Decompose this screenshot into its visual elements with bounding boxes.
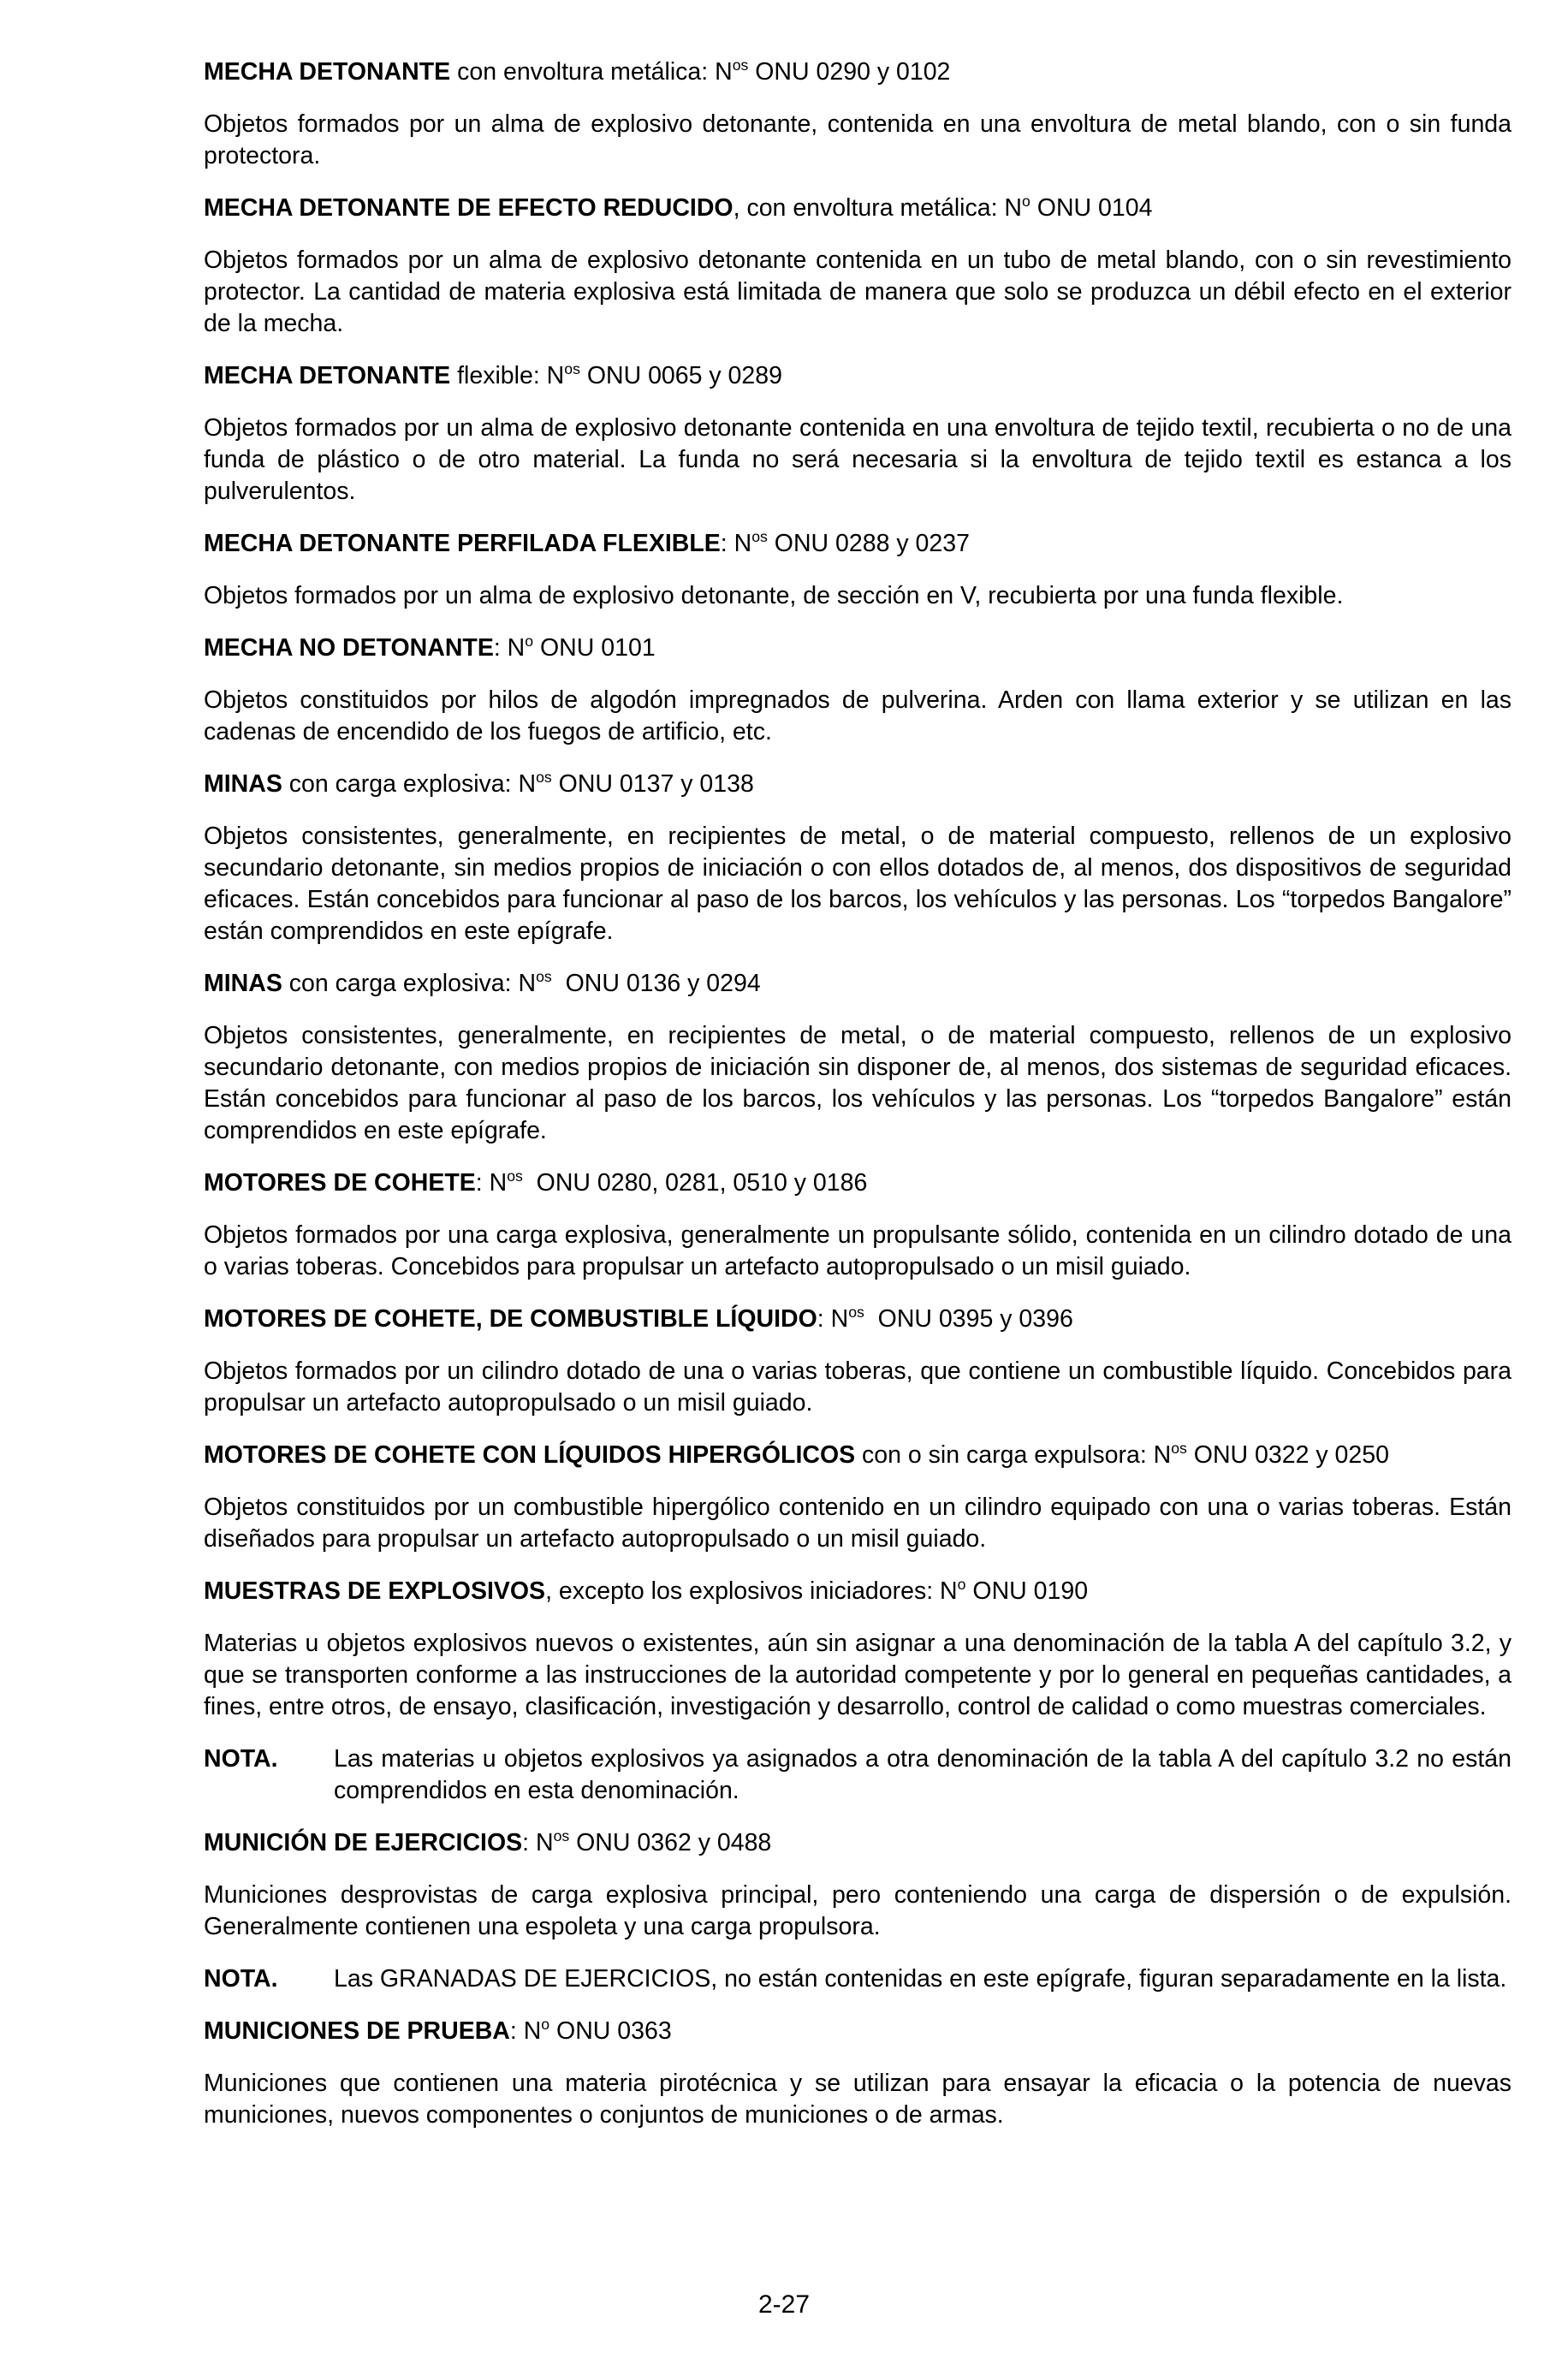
entry-heading (204, 1440, 1512, 1471)
entry-description: Objetos consistentes, generalmente, en recipientes de metal, o de material compuesto, rellenos de un explosivo secundario detonante, sin medios propios de iniciación o con ellos dotados de, al menos, dos dispositivos de seguridad eficaces. Están concebidos para funcionar al paso de los barcos, los vehículos y las personas. Los “torpedos Bangalore” están comprendidos en este epígrafe. (204, 823, 1512, 945)
entry (204, 1827, 1512, 1995)
entry-qualifier: : N (817, 1305, 849, 1333)
entry-term: MINAS (204, 770, 282, 798)
un-numbers: ONU 0290 y 0102 (748, 58, 951, 86)
entry (204, 1576, 1512, 1807)
number-sign-suffix: o (541, 2015, 550, 2033)
entry (204, 528, 1512, 612)
entries-list (204, 56, 1512, 2152)
entry-qualifier: , con envoltura metálica: N (733, 194, 1023, 222)
number-sign-suffix: os (536, 768, 552, 786)
entry-description: Municiones que contienen una materia pirotécnica y se utilizan para ensayar la eficacia o la potencia de nuevas municiones, nuevos componentes o conjuntos de municiones o de armas. (204, 2070, 1512, 2129)
entry (204, 1167, 1512, 1283)
entry-description: Objetos formados por un alma de explosivo detonante, de sección en V, recubierta por una funda flexible. (204, 582, 1344, 609)
entry (204, 968, 1512, 1147)
note-label: NOTA. (204, 1965, 278, 1993)
entry-heading (204, 1576, 1512, 1607)
entry-qualifier: con envoltura metálica: N (450, 58, 733, 86)
entry-description: Materias u objetos explosivos nuevos o existentes, aún sin asignar a una denominación de la tabla A del capítulo 3.2, y que se transporten conforme a las instrucciones de la autoridad competente y por lo general en pequeñas cantidades, a fines, entre otros, de ensayo, clasificación, investigación y desarrollo, control de calidad o como muestras comerciales. (204, 1630, 1512, 1720)
entry-heading (204, 193, 1512, 224)
un-numbers: ONU 0065 y 0289 (579, 362, 782, 389)
entry-qualifier: : N (475, 1169, 508, 1197)
entry (204, 1304, 1512, 1419)
note-label: NOTA. (204, 1745, 278, 1773)
number-sign-suffix: os (1171, 1439, 1187, 1457)
note (204, 1963, 1512, 1995)
entry-qualifier: flexible: N (450, 362, 565, 389)
note (204, 1743, 1512, 1807)
entry-qualifier: : N (720, 530, 752, 557)
number-sign-suffix: os (564, 359, 580, 377)
entry-qualifier: : N (493, 634, 526, 662)
entry-description: Objetos constituidos por hilos de algodón impregnados de pulverina. Arden con llama exterior y se utilizan en las cadenas de encendido de los fuegos de artificio, etc. (204, 686, 1512, 745)
entry (204, 1440, 1512, 1555)
entry-description: Objetos formados por un alma de explosivo detonante contenida en una envoltura de tejido textil, recubierta o no de una funda de plástico o de otro material. La funda no será necesaria si la envoltura de tejido textil es estanca a los pulverulentos. (204, 414, 1512, 505)
un-numbers: ONU 0322 y 0250 (1186, 1441, 1389, 1469)
entry-description: Objetos constituidos por un combustible hipergólico contenido en un cilindro equipado con una o varias toberas. Están diseñados para propulsar un artefacto autopropulsado o un misil guiado. (204, 1494, 1512, 1553)
number-sign-suffix: os (732, 56, 749, 74)
entry-heading (204, 56, 1512, 88)
un-numbers: ONU 0362 y 0488 (569, 1829, 772, 1856)
un-numbers: ONU 0395 y 0396 (864, 1305, 1073, 1333)
un-numbers: ONU 0137 y 0138 (551, 770, 754, 798)
number-sign-suffix: os (536, 967, 552, 985)
number-sign-suffix: os (507, 1167, 523, 1185)
number-sign-suffix: os (751, 527, 768, 545)
entry-heading (204, 769, 1512, 800)
entry-term: MOTORES DE COHETE (204, 1169, 476, 1197)
entry-heading (204, 360, 1512, 392)
entry-heading (204, 2016, 1512, 2047)
entry-term: MECHA DETONANTE DE EFECTO REDUCIDO (204, 194, 734, 222)
entry-qualifier: , excepto los explosivos iniciadores: N (545, 1577, 958, 1605)
entry-heading (204, 968, 1512, 1000)
entry-heading (204, 528, 1512, 560)
entry-term: MOTORES DE COHETE CON LÍQUIDOS HIPERGÓLICOS (204, 1441, 856, 1469)
page-number: 2-27 (757, 2290, 811, 2319)
un-numbers: ONU 0280, 0281, 0510 y 0186 (522, 1169, 868, 1197)
entry-description: Objetos formados por un cilindro dotado de una o varias toberas, que contiene un combustible líquido. Concebidos para propulsar un artefacto autopropulsado o un misil guiado. (204, 1357, 1512, 1417)
entry (204, 2016, 1512, 2131)
entry-term: MECHA DETONANTE PERFILADA FLEXIBLE (204, 530, 721, 557)
entry-description: Objetos formados por un alma de explosivo detonante, contenida en una envoltura de metal blando, con o sin funda protectora. (204, 110, 1512, 169)
entry-heading (204, 1167, 1512, 1199)
un-numbers: ONU 0363 (549, 2017, 672, 2045)
entry-term: MUESTRAS DE EXPLOSIVOS (204, 1577, 546, 1605)
entry-description: Municiones desprovistas de carga explosiva principal, pero conteniendo una carga de dispersión o de expulsión. Generalmente contienen una espoleta y una carga propulsora. (204, 1881, 1512, 1940)
entry-description: Objetos consistentes, generalmente, en recipientes de metal, o de material compuesto, rellenos de un explosivo secundario detonante, con medios propios de iniciación sin disponer de, al menos, dos sistemas de seguridad eficaces. Están concebidos para funcionar al paso de los barcos, los vehículos y las personas. Los “torpedos Bangalore” están comprendidos en este epígrafe. (204, 1022, 1512, 1144)
entry (204, 769, 1512, 947)
entry-qualifier: con o sin carga expulsora: N (855, 1441, 1172, 1469)
entry (204, 193, 1512, 340)
entry-heading (204, 633, 1512, 664)
entry (204, 633, 1512, 748)
entry-term: MECHA NO DETONANTE (204, 634, 494, 662)
entry-heading (204, 1827, 1512, 1859)
un-numbers: ONU 0190 (965, 1577, 1089, 1605)
entry-heading (204, 1304, 1512, 1335)
number-sign-suffix: os (553, 1827, 570, 1844)
un-numbers: ONU 0104 (1030, 194, 1153, 222)
entry-qualifier: : N (522, 1829, 554, 1856)
entry-term: MECHA DETONANTE (204, 362, 451, 389)
un-numbers: ONU 0288 y 0237 (767, 530, 970, 557)
note-text: Las materias u objetos explosivos ya asignados a otra denominación de la tabla A del capítulo 3.2 no están comprendidos en esta denominación. (334, 1745, 1512, 1804)
number-sign-suffix: o (957, 1575, 966, 1593)
number-sign-suffix: o (525, 632, 534, 650)
entry-qualifier: : N (509, 2017, 542, 2045)
entry-term: MUNICIONES DE PRUEBA (204, 2017, 510, 2045)
number-sign-suffix: o (1022, 192, 1030, 210)
entry (204, 56, 1512, 172)
entry-term: MECHA DETONANTE (204, 58, 451, 86)
number-sign-suffix: os (848, 1303, 864, 1321)
entry-description: Objetos formados por una carga explosiva, generalmente un propulsante sólido, contenida en un cilindro dotado de una o varias toberas. Concebidos para propulsar un artefacto autopropulsado o un misil guiado. (204, 1221, 1512, 1280)
entry-term: MOTORES DE COHETE, DE COMBUSTIBLE LÍQUIDO (204, 1305, 817, 1333)
entry-description: Objetos formados por un alma de explosivo detonante contenida en un tubo de metal blando, con o sin revestimiento protector. La cantidad de materia explosiva está limitada de manera que solo se produzca un débil efecto en el exterior de la mecha. (204, 247, 1512, 337)
entry-qualifier: con carga explosiva: N (282, 770, 537, 798)
note-text: Las GRANADAS DE EJERCICIOS, no están contenidas en este epígrafe, figuran separadamente en la lista. (334, 1965, 1507, 1993)
entry (204, 360, 1512, 508)
un-numbers: ONU 0136 y 0294 (551, 970, 761, 997)
un-numbers: ONU 0101 (533, 634, 656, 662)
entry-term: MINAS (204, 970, 282, 997)
entry-qualifier: con carga explosiva: N (282, 970, 537, 997)
entry-term: MUNICIÓN DE EJERCICIOS (204, 1829, 523, 1856)
